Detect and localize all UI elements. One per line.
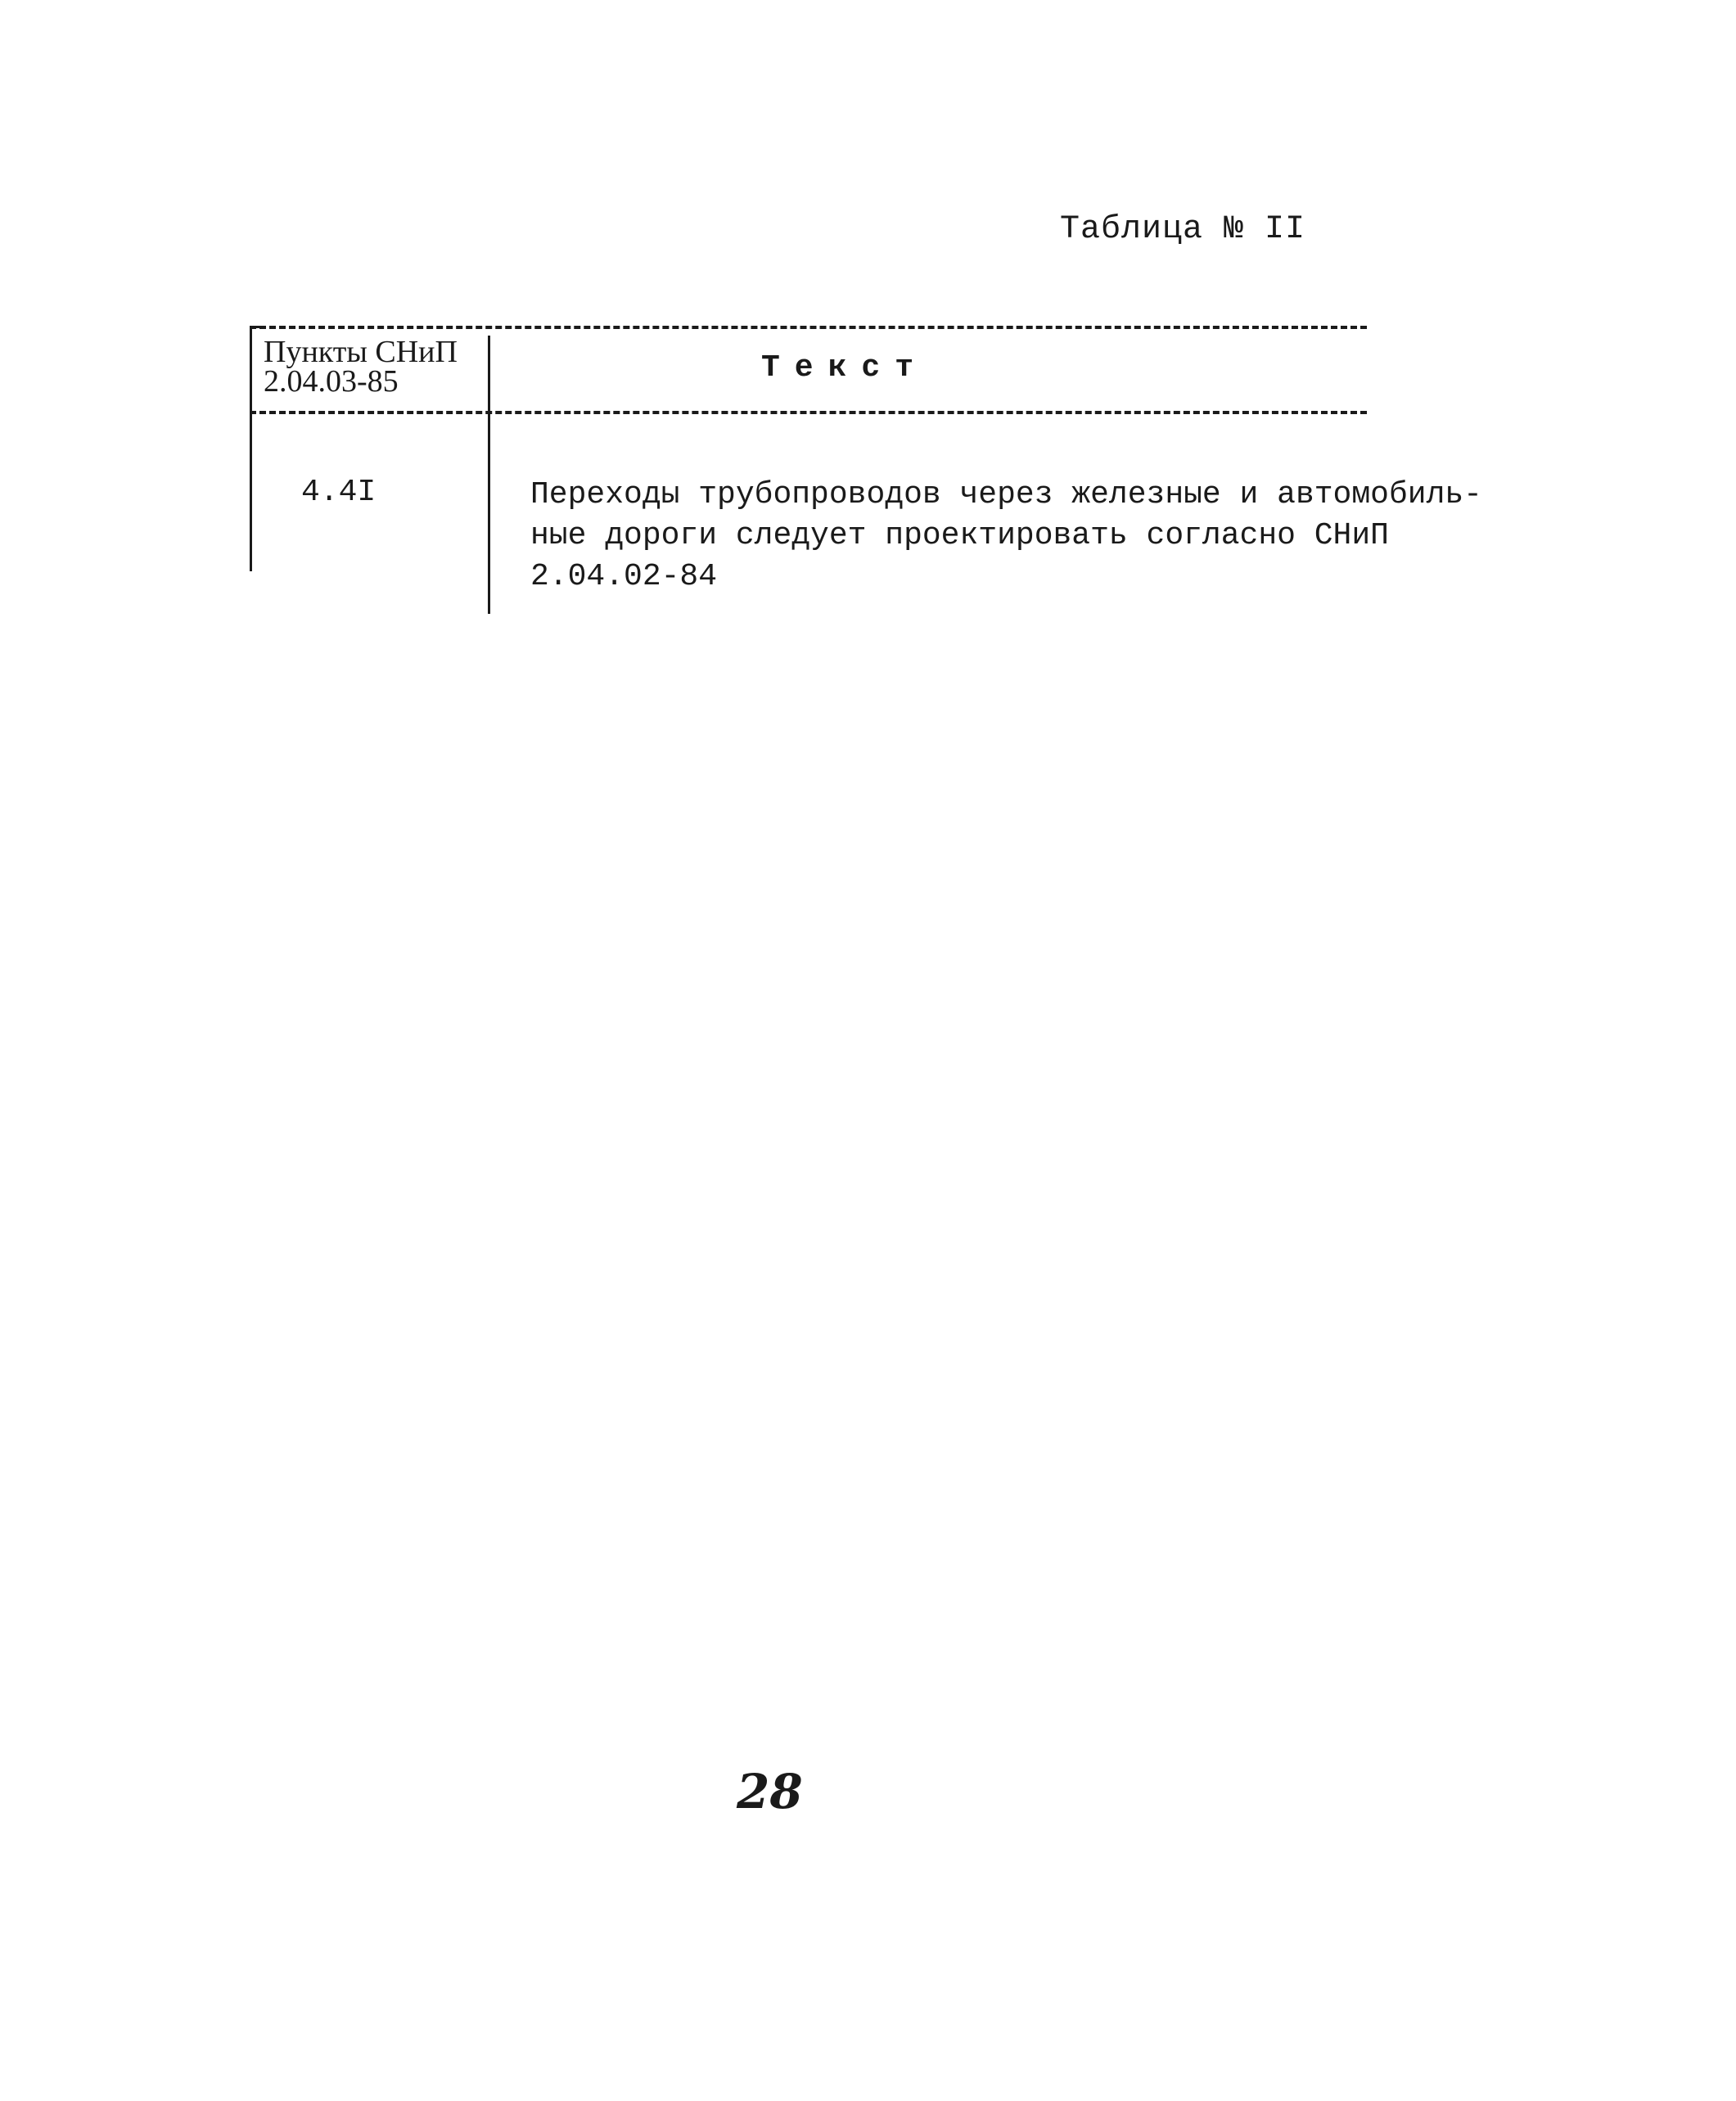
- header-col-points-line2: 2.04.03-85: [264, 364, 399, 399]
- header-col-text: Текст: [761, 350, 929, 385]
- table-top-border: [250, 326, 1367, 329]
- table-row-point: 4.4I: [301, 475, 377, 510]
- table-left-border: [250, 326, 252, 571]
- header-col-points-line1: Пункты СНиП: [264, 335, 458, 369]
- table-row-text-line: 2.04.02-84: [530, 559, 718, 594]
- header-col-points: [264, 335, 458, 399]
- table-row-text: [530, 475, 1482, 597]
- table-caption: Таблица № II: [1060, 211, 1306, 248]
- page-number: 28: [737, 1764, 803, 1819]
- column-divider: [488, 336, 490, 614]
- table-row-text-line: ные дороги следует проектировать согласно СНиП: [530, 518, 1389, 553]
- header-separator: [250, 411, 1367, 414]
- table-row-text-line: Переходы трубопроводов через железные и автомобиль-: [530, 477, 1482, 512]
